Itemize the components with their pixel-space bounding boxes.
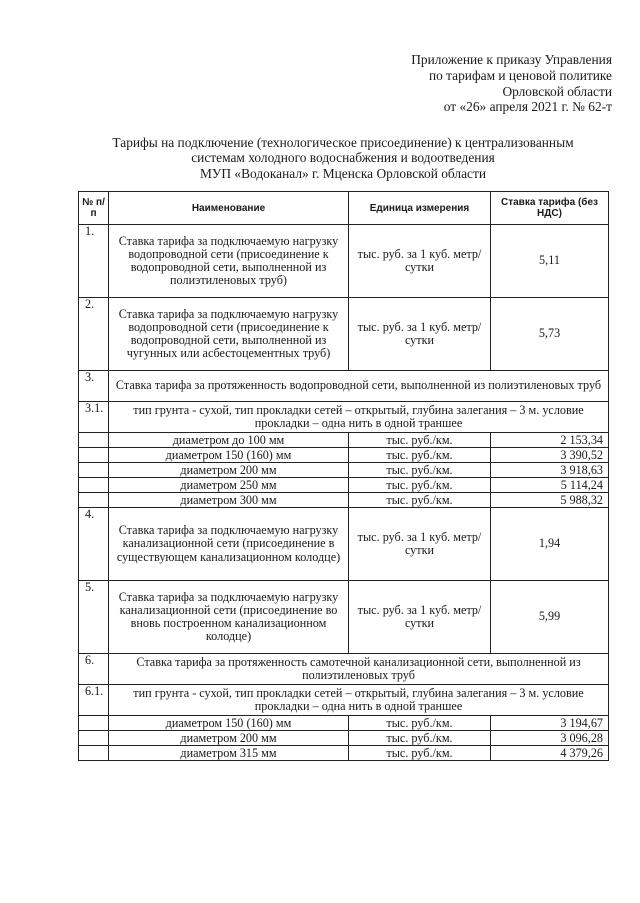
row-unit: тыс. руб. за 1 куб. метр/сутки bbox=[349, 508, 491, 581]
row-name: диаметром до 100 мм bbox=[109, 433, 349, 448]
appendix-line: от «26» апреля 2021 г. № 62-т bbox=[443, 99, 612, 115]
row-rate: 3 194,67 bbox=[491, 716, 609, 731]
table-row bbox=[79, 463, 609, 478]
row-name: диаметром 250 мм bbox=[109, 478, 349, 493]
row-rate: 3 390,52 bbox=[491, 448, 609, 463]
row-num-empty bbox=[79, 731, 109, 746]
table-row bbox=[79, 716, 609, 731]
table-header-row bbox=[79, 192, 609, 225]
row-unit: тыс. руб./км. bbox=[349, 493, 491, 508]
row-unit: тыс. руб./км. bbox=[349, 731, 491, 746]
table-row bbox=[79, 448, 609, 463]
row-name: диаметром 300 мм bbox=[109, 493, 349, 508]
table-row bbox=[79, 493, 609, 508]
section-title: Ставка тарифа за протяженность самотечной канализационной сети, выполненной из полиэтиленовых труб bbox=[109, 654, 609, 685]
appendix-note bbox=[350, 52, 612, 115]
row-name: диаметром 150 (160) мм bbox=[109, 716, 349, 731]
table-row bbox=[79, 225, 609, 298]
title-line: системам холодного водоснабжения и водоотведения bbox=[191, 150, 495, 166]
row-rate: 5,11 bbox=[491, 225, 609, 298]
section-title: Ставка тарифа за протяженность водопроводной сети, выполненной из полиэтиленовых труб bbox=[109, 371, 609, 402]
table-subsection-row bbox=[79, 402, 609, 433]
appendix-line: Орловской области bbox=[502, 83, 612, 99]
row-unit: тыс. руб. за 1 куб. метр/сутки bbox=[349, 298, 491, 371]
tariff-table bbox=[78, 191, 609, 761]
row-rate: 5,73 bbox=[491, 298, 609, 371]
row-unit: тыс. руб./км. bbox=[349, 463, 491, 478]
table-subsection-row bbox=[79, 685, 609, 716]
table-row bbox=[79, 478, 609, 493]
row-rate: 3 096,28 bbox=[491, 731, 609, 746]
row-unit: тыс. руб. за 1 куб. метр/сутки bbox=[349, 581, 491, 654]
row-unit: тыс. руб./км. bbox=[349, 716, 491, 731]
col-header-name: Наименование bbox=[109, 192, 349, 225]
document-title bbox=[78, 135, 608, 181]
table-row bbox=[79, 746, 609, 761]
row-name: диаметром 315 мм bbox=[109, 746, 349, 761]
col-header-num: № п/п bbox=[79, 192, 109, 225]
table-row bbox=[79, 581, 609, 654]
row-num-empty bbox=[79, 746, 109, 761]
row-unit: тыс. руб./км. bbox=[349, 478, 491, 493]
table-section-row bbox=[79, 371, 609, 402]
row-num-empty bbox=[79, 478, 109, 493]
subsection-conditions: тип грунта - сухой, тип прокладки сетей – открытый, глубина залегания – 3 м. условие прокладки – одна нить в одной траншее bbox=[109, 402, 609, 433]
row-unit: тыс. руб./км. bbox=[349, 433, 491, 448]
row-rate: 1,94 bbox=[491, 508, 609, 581]
col-header-rate: Ставка тарифа (без НДС) bbox=[491, 192, 609, 225]
row-name: Ставка тарифа за подключаемую нагрузку канализационной сети (присоединение во вновь построенном канализационном колодце) bbox=[109, 581, 349, 654]
row-num-empty bbox=[79, 716, 109, 731]
row-num: 6.1. bbox=[79, 685, 109, 716]
row-num-empty bbox=[79, 433, 109, 448]
row-name: Ставка тарифа за подключаемую нагрузку водопроводной сети (присоединение к водопроводной сети, выполненной из полиэтиленовых труб) bbox=[109, 225, 349, 298]
row-num: 5. bbox=[79, 581, 109, 654]
row-num: 6. bbox=[79, 654, 109, 685]
table-row bbox=[79, 508, 609, 581]
col-header-unit: Единица измерения bbox=[349, 192, 491, 225]
row-num-empty bbox=[79, 448, 109, 463]
table-row bbox=[79, 731, 609, 746]
row-unit: тыс. руб. за 1 куб. метр/сутки bbox=[349, 225, 491, 298]
row-unit: тыс. руб./км. bbox=[349, 448, 491, 463]
row-num-empty bbox=[79, 493, 109, 508]
table-section-row bbox=[79, 654, 609, 685]
appendix-line: по тарифам и ценовой политике bbox=[428, 67, 612, 83]
row-rate: 4 379,26 bbox=[491, 746, 609, 761]
row-name: диаметром 150 (160) мм bbox=[109, 448, 349, 463]
table-row bbox=[79, 433, 609, 448]
row-num-empty bbox=[79, 463, 109, 478]
subsection-conditions: тип грунта - сухой, тип прокладки сетей – открытый, глубина залегания – 3 м. условие прокладки – одна нить в одной траншее bbox=[109, 685, 609, 716]
title-line: Тарифы на подключение (технологическое присоединение) к централизованным bbox=[112, 135, 574, 150]
row-num: 4. bbox=[79, 508, 109, 581]
row-rate: 3 918,63 bbox=[491, 463, 609, 478]
row-rate: 2 153,34 bbox=[491, 433, 609, 448]
row-unit: тыс. руб./км. bbox=[349, 746, 491, 761]
title-line: МУП «Водоканал» г. Мценска Орловской области bbox=[200, 165, 486, 181]
row-name: Ставка тарифа за подключаемую нагрузку водопроводной сети (присоединение к водопроводной сети, выполненной из чугунных или асбестоцементных труб) bbox=[109, 298, 349, 371]
row-name: диаметром 200 мм bbox=[109, 463, 349, 478]
appendix-line: Приложение к приказу Управления bbox=[411, 52, 612, 67]
row-rate: 5,99 bbox=[491, 581, 609, 654]
row-num: 3. bbox=[79, 371, 109, 402]
table-row bbox=[79, 298, 609, 371]
row-name: диаметром 200 мм bbox=[109, 731, 349, 746]
row-name: Ставка тарифа за подключаемую нагрузку канализационной сети (присоединение в существующем канализационном колодце) bbox=[109, 508, 349, 581]
row-num: 1. bbox=[79, 225, 109, 298]
row-num: 3.1. bbox=[79, 402, 109, 433]
row-num: 2. bbox=[79, 298, 109, 371]
row-rate: 5 114,24 bbox=[491, 478, 609, 493]
row-rate: 5 988,32 bbox=[491, 493, 609, 508]
